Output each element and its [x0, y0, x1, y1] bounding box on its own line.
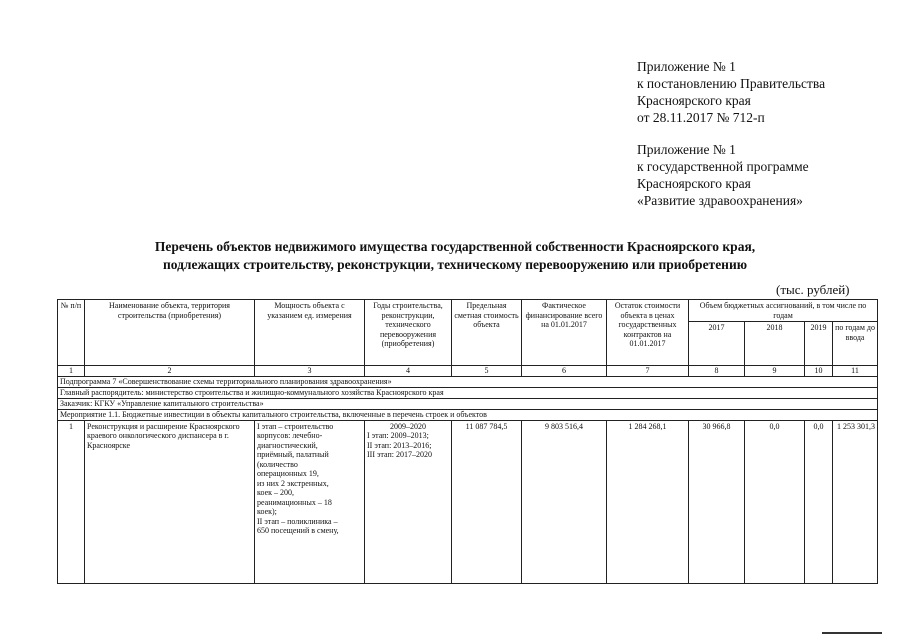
column-number: 10 — [805, 366, 833, 377]
capacity-line: реанимационных – 18 — [257, 497, 332, 507]
table-header-row — [58, 300, 878, 322]
appendix-2-line: Красноярского края — [637, 176, 751, 191]
capacity-line: I этап – строительство — [257, 421, 334, 431]
column-number: 2 — [85, 366, 255, 377]
row-by-years: 1 253 301,3 — [833, 420, 878, 583]
row-num: 1 — [58, 420, 85, 583]
years-line: I этап: 2009–2013; — [367, 431, 429, 440]
header-capacity: Мощность объекта с указанием ед. измерения — [255, 300, 365, 366]
years-line: 2009–2020 — [390, 421, 426, 431]
section-row — [58, 409, 878, 420]
capacity-line: приёмный, палатный — [257, 450, 329, 459]
column-number: 3 — [255, 366, 365, 377]
header-2018: 2018 — [745, 322, 805, 366]
section-row — [58, 387, 878, 398]
column-number-row — [58, 366, 878, 377]
row-name: Реконструкция и расширение Красноярского краевого онкологического диспансера в г. Красноярске — [85, 420, 255, 583]
appendix-1-line: от 28.11.2017 № 712-п — [637, 110, 765, 125]
appendix-2-line: Приложение № 1 — [637, 142, 736, 157]
section-row — [58, 376, 878, 387]
capacity-line: коек – 200, — [257, 488, 295, 497]
row-actual: 9 803 516,4 — [522, 420, 607, 583]
appendix-2-line: «Развитие здравоохранения» — [637, 193, 803, 208]
header-name: Наименование объекта, территория строительства (приобретения) — [85, 300, 255, 366]
header-actual: Фактическое финансирование всего на 01.01.2017 — [522, 300, 607, 366]
page-edge-mark — [822, 632, 882, 634]
appendix-1-line: Красноярского края — [637, 93, 751, 108]
appendix-2-header — [637, 141, 897, 209]
header-by-years: по годам до ввода — [833, 322, 878, 366]
section-row — [58, 398, 878, 409]
years-line: II этап: 2013–2016; — [367, 440, 432, 450]
header-remainder: Остаток стоимости объекта в ценах государственных контрактов на 01.01.2017 — [607, 300, 689, 366]
years-line: III этап: 2017–2020 — [367, 450, 432, 459]
header-2017: 2017 — [689, 322, 745, 366]
row-remainder: 1 284 268,1 — [607, 420, 689, 583]
column-number: 8 — [689, 366, 745, 377]
header-num: № п/п — [58, 300, 85, 366]
header-years: Годы строительства, реконструкции, технического перевооружения (приобретения) — [365, 300, 452, 366]
row-years — [365, 420, 452, 583]
capacity-line: II этап – поликлиника – — [257, 516, 338, 526]
manager-label: Главный распорядитель: министерство строительства и жилищно-коммунального хозяйства Красноярского края — [58, 387, 878, 398]
units-label: (тыс. рублей) — [776, 282, 850, 297]
document-title-line-1: Перечень объектов недвижимого имущества государственной собственности Красноярского края, — [154, 239, 756, 254]
capacity-line: коек); — [257, 507, 277, 516]
capacity-line: корпусов: лечебно- — [257, 431, 323, 440]
measure-label: Мероприятие 1.1. Бюджетные инвестиции в объекты капитального строительства, включенные в перечень строек и объектов — [58, 409, 878, 420]
row-cost: 11 087 784,5 — [452, 420, 522, 583]
capacity-line: 650 посещений в смену, — [257, 526, 339, 535]
row-2019: 0,0 — [805, 420, 833, 583]
customer-label: Заказчик: КГКУ «Управление капитального строительства» — [58, 398, 878, 409]
capacity-line: (количество — [257, 459, 298, 469]
row-capacity — [255, 420, 365, 583]
appendix-1-header — [637, 58, 897, 126]
subprogram-label: Подпрограмма 7 «Совершенствование схемы территориального планирования здравоохранения» — [58, 376, 878, 387]
column-number: 11 — [833, 366, 878, 377]
header-cost: Предельная сметная стоимость объекта — [452, 300, 522, 366]
objects-table — [57, 299, 878, 584]
column-number: 4 — [365, 366, 452, 377]
row-2017: 30 966,8 — [689, 420, 745, 583]
appendix-1-line: Приложение № 1 — [637, 59, 736, 74]
document-title — [60, 238, 850, 274]
column-number: 5 — [452, 366, 522, 377]
table-row — [58, 420, 878, 583]
header-2019: 2019 — [805, 322, 833, 366]
column-number: 6 — [522, 366, 607, 377]
document-title-line-2: подлежащих строительству, реконструкции, техническому перевооружению или приобретению — [162, 257, 748, 272]
capacity-line: операционных 19, — [257, 469, 319, 478]
column-number: 1 — [58, 366, 85, 377]
row-2018: 0,0 — [745, 420, 805, 583]
capacity-line: диагностический, — [257, 440, 318, 450]
capacity-line: из них 2 экстренных, — [257, 478, 329, 488]
header-budget-group: Объем бюджетных ассигнований, в том числе по годам — [689, 300, 878, 322]
column-number: 9 — [745, 366, 805, 377]
column-number: 7 — [607, 366, 689, 377]
appendix-2-line: к государственной программе — [637, 159, 809, 174]
appendix-1-line: к постановлению Правительства — [637, 76, 826, 91]
